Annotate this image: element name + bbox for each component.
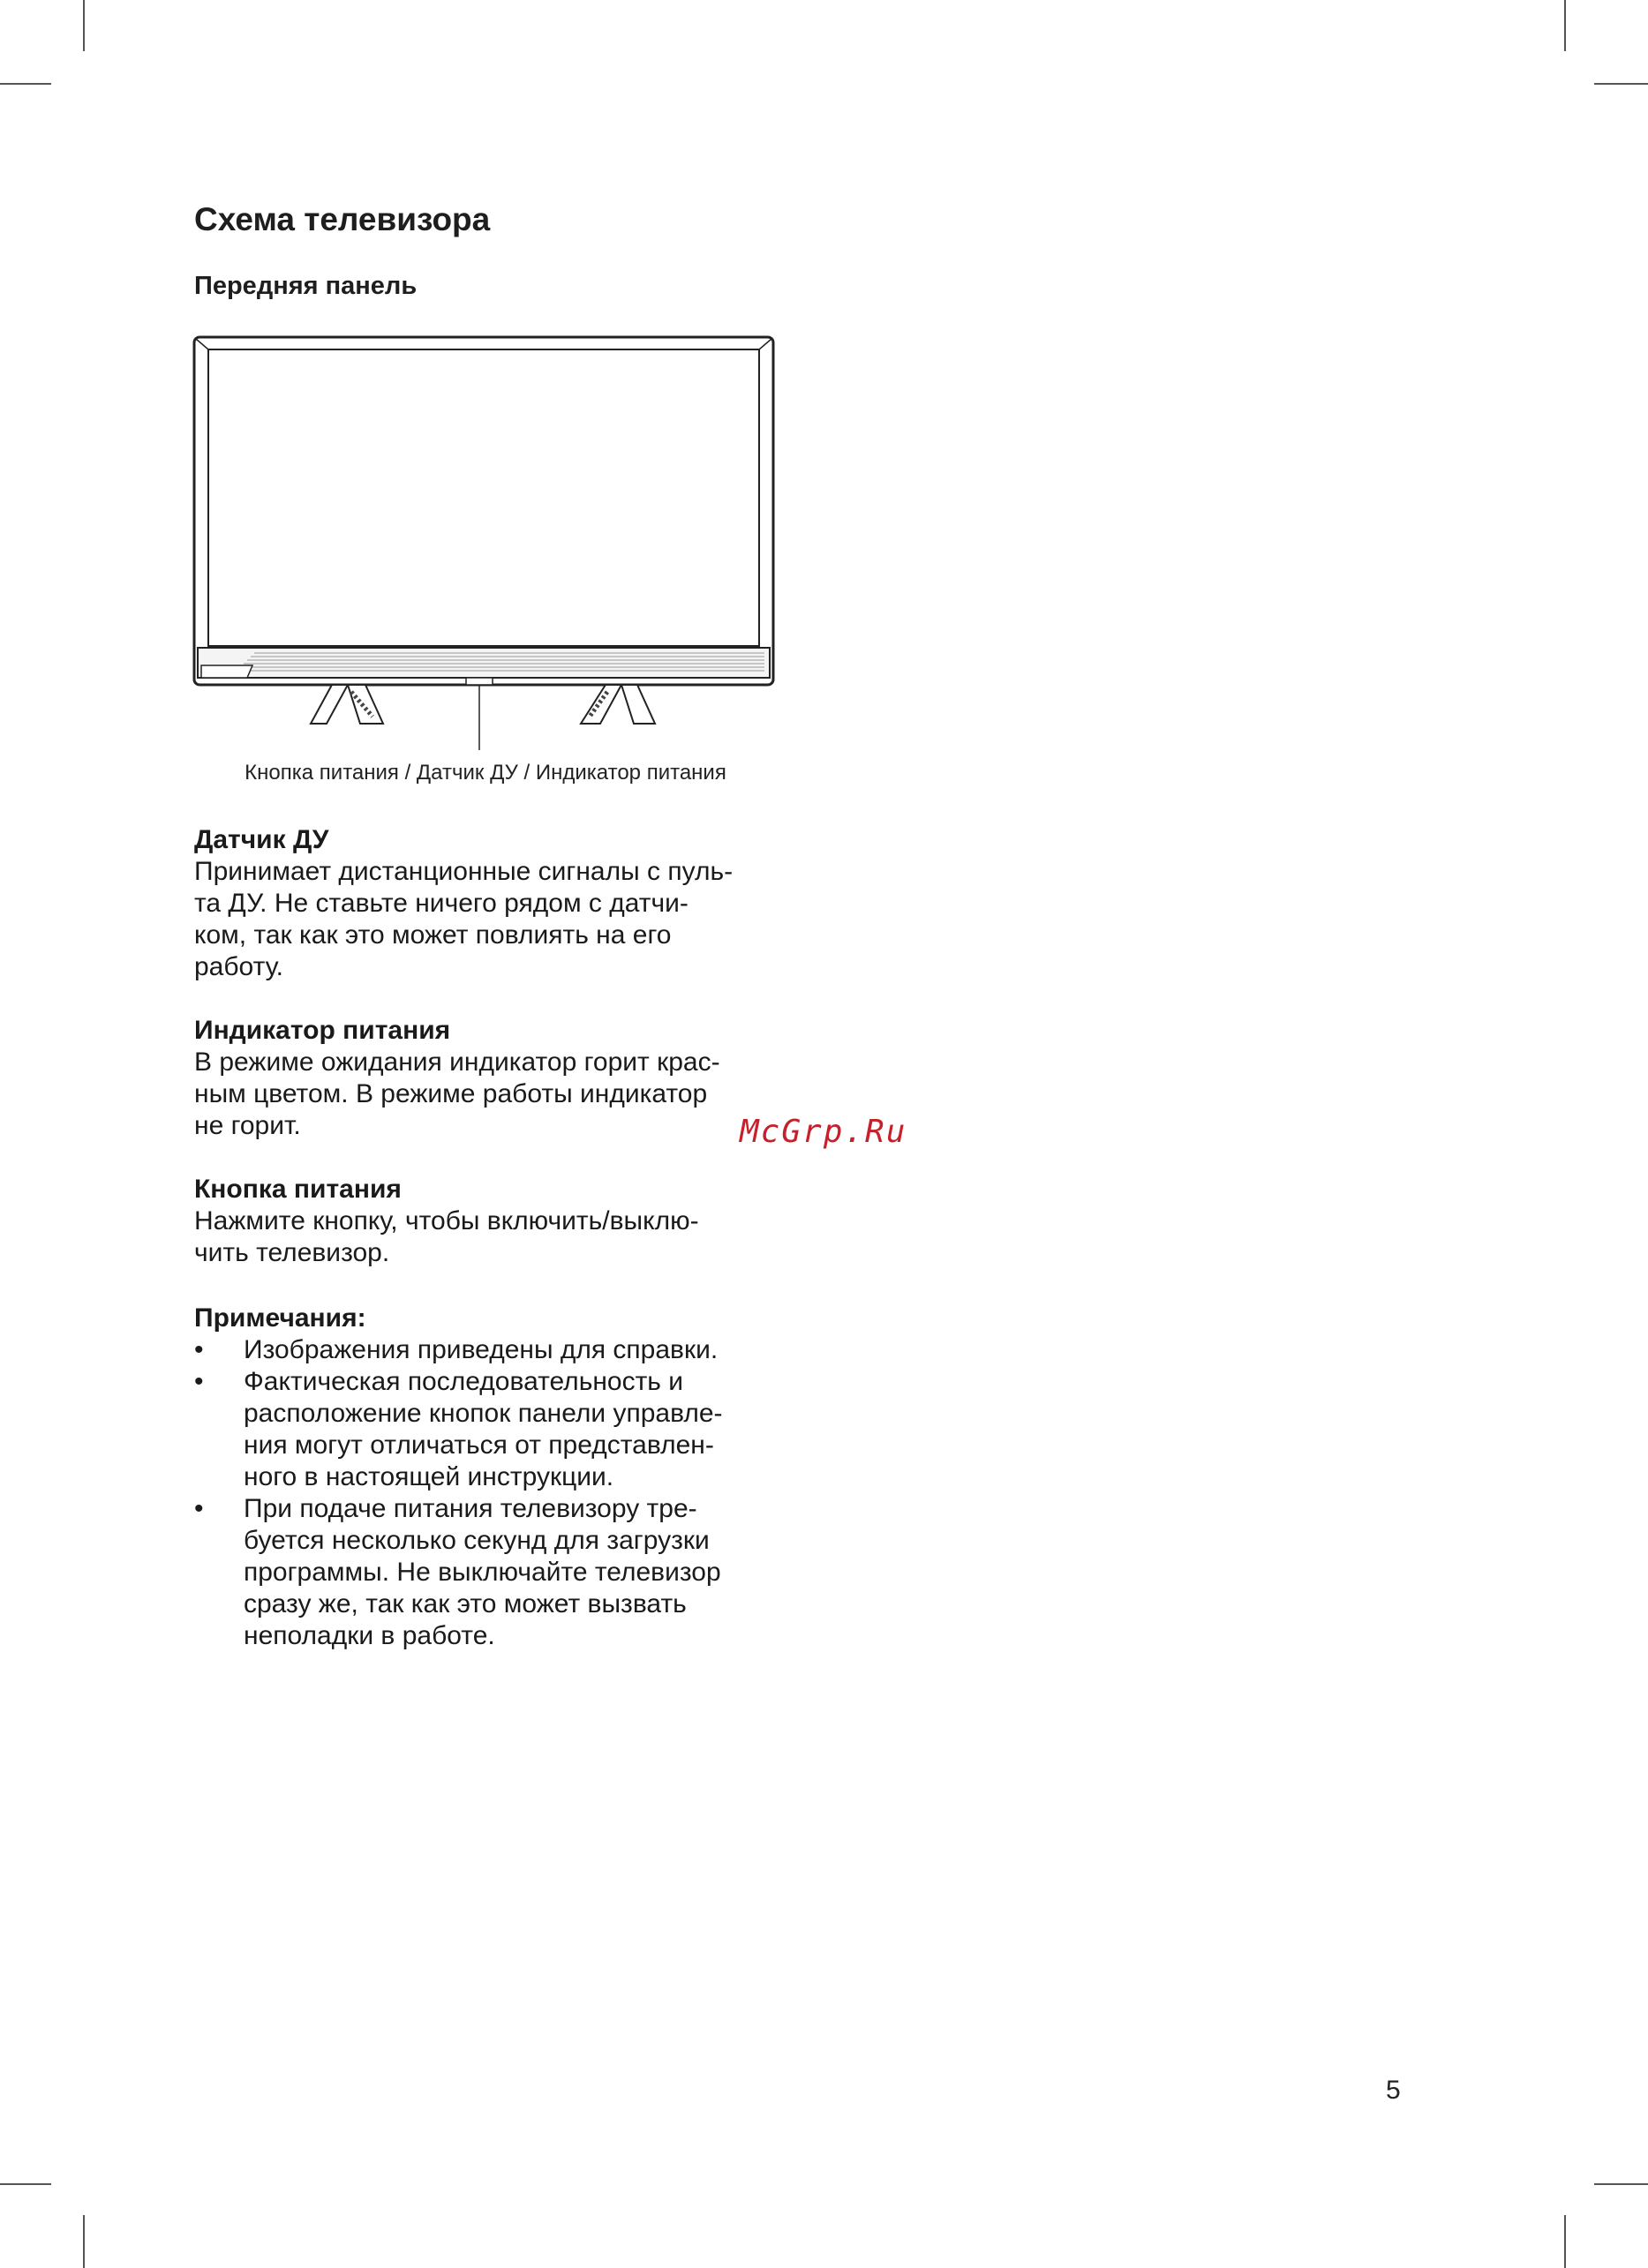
section-remote-sensor	[194, 824, 794, 983]
notes-list	[194, 1334, 794, 1652]
crop-mark	[83, 2215, 85, 2268]
tv-stand-left	[311, 685, 383, 724]
tv-stand-right	[581, 685, 655, 724]
section-line: ным цветом. В режиме работы индикатор	[194, 1079, 708, 1108]
note-line: Фактическая последовательность и	[244, 1367, 684, 1396]
note-line: сразу же, так как это может вызвать	[244, 1589, 687, 1618]
notes-heading: Примечания:	[194, 1303, 366, 1333]
watermark: McGrp.Ru	[740, 1114, 907, 1150]
crop-mark	[1564, 0, 1566, 51]
section-line: Принимает дистанционные сигналы с пуль-	[194, 857, 734, 886]
logo-plate	[201, 665, 252, 678]
section-power-button	[194, 1174, 794, 1269]
section-line: В режиме ожидания индикатор горит крас-	[194, 1048, 720, 1077]
crop-mark	[1594, 83, 1648, 85]
crop-mark	[0, 2183, 51, 2185]
note-line: При подаче питания телевизору тре-	[244, 1494, 697, 1523]
list-item	[194, 1366, 794, 1493]
note-line: буется несколько секунд для загрузки	[244, 1526, 710, 1555]
section-line: Нажмите кнопку, чтобы включить/выклю-	[194, 1206, 699, 1235]
section-power-indicator	[194, 1015, 794, 1142]
crop-mark	[1594, 2183, 1648, 2185]
bullet: •	[194, 1367, 204, 1396]
list-item	[194, 1334, 794, 1366]
note-line: ного в настоящей инструкции.	[244, 1462, 614, 1491]
bullet: •	[194, 1494, 204, 1523]
section-heading: Датчик ДУ	[194, 825, 329, 854]
crop-mark	[83, 0, 85, 51]
section-heading: Индикатор питания	[194, 1016, 451, 1045]
page-title: Схема телевизора	[194, 201, 491, 237]
section-line: чить телевизор.	[194, 1238, 390, 1267]
crop-mark	[1564, 2215, 1566, 2268]
note-line: неполадки в работе.	[244, 1621, 495, 1650]
diagram-caption: Кнопка питания / Датчик ДУ / Индикатор питания	[245, 761, 726, 785]
tv-screen	[208, 349, 759, 646]
note-line: программы. Не выключайте телевизор	[244, 1558, 721, 1587]
list-item	[194, 1493, 794, 1652]
page-number: 5	[1386, 2076, 1401, 2105]
note-line: Изображения приведены для справки.	[244, 1335, 719, 1364]
notes-section	[194, 1303, 794, 1652]
section-heading: Кнопка питания	[194, 1175, 402, 1204]
crop-mark	[0, 83, 51, 85]
section-subtitle: Передняя панель	[194, 272, 418, 300]
section-line: не горит.	[194, 1111, 301, 1140]
power-button-sensor	[466, 678, 493, 685]
tv-front-panel-diagram	[192, 335, 777, 777]
note-line: ния могут отличаться от представлен-	[244, 1431, 714, 1460]
section-line: та ДУ. Не ставьте ничего рядом с датчи-	[194, 889, 689, 918]
note-line: расположение кнопок панели управле-	[244, 1399, 723, 1428]
bullet: •	[194, 1335, 204, 1364]
section-line: ком, так как это может повлиять на его	[194, 920, 672, 950]
tv-outer-frame	[194, 337, 773, 685]
tv-speaker-bar	[198, 648, 770, 678]
section-line: работу.	[194, 952, 283, 981]
